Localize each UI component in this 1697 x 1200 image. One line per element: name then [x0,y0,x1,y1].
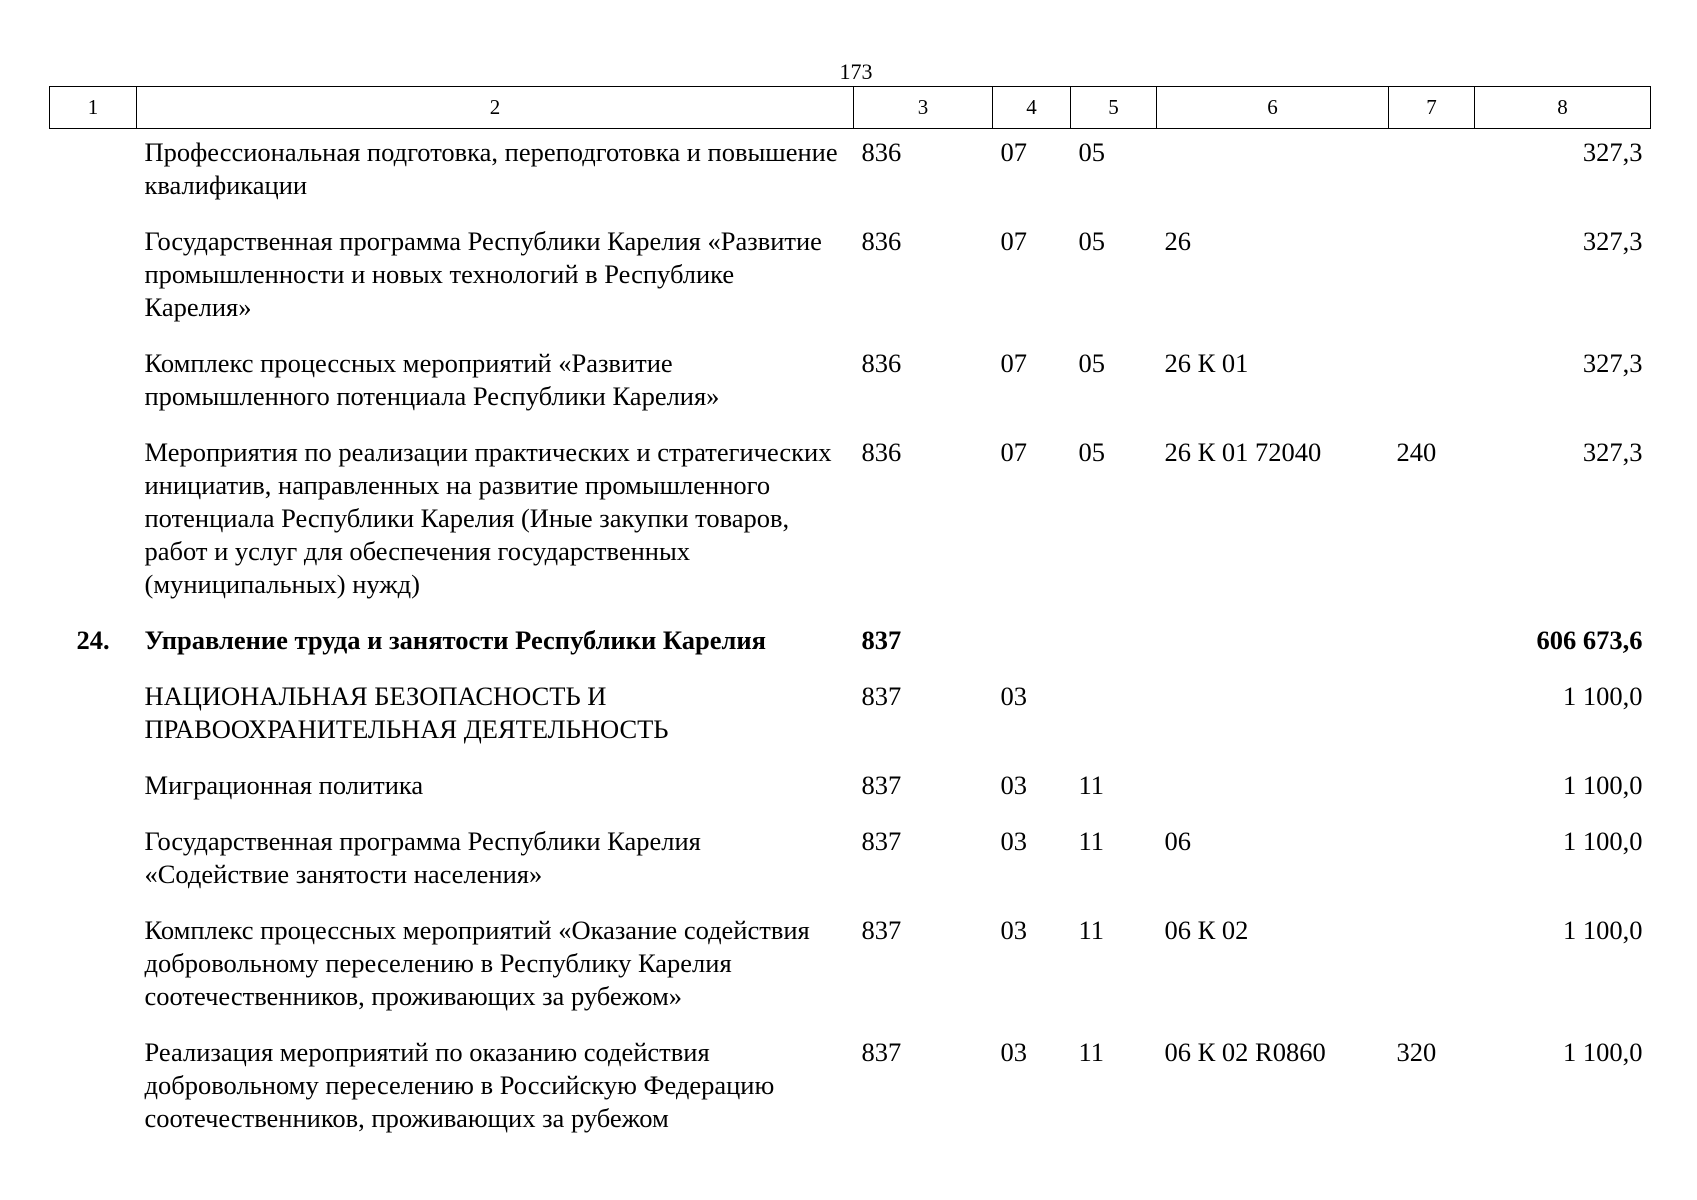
cell-column-5: 05 [1078,437,1105,467]
cell-column-5 [1071,669,1157,758]
column-header-8: 8 [1475,87,1651,129]
column-header-2: 2 [137,87,854,129]
row-number [50,214,137,336]
cell-column-6: 06 К 02 R0860 [1164,1037,1326,1067]
row-number [50,669,137,758]
row-name: Комплекс процессных мероприятий «Развитие промышленного потенциала Республики Карелия» [144,348,720,411]
row-number [50,129,137,215]
row-number [50,903,137,1025]
row-name: Мероприятия по реализации практических и стратегических инициатив, направленных на развитие промышленного потенциала Республики Карелия (Иные закупки товаров, работ и услуг для обеспечения государственных (муниципальных) нужд) [144,437,832,599]
cell-column-4: 03 [1000,1037,1027,1067]
cell-column-8: 1 100,0 [1563,1037,1643,1067]
row-number [50,336,137,425]
cell-column-8: 1 100,0 [1563,915,1643,945]
cell-column-4: 07 [1000,137,1027,167]
table-body [50,129,1651,1148]
row-name: Государственная программа Республики Карелия «Развитие промышленности и новых технологий в Республике Карелия» [144,226,822,322]
page-number: 173 [839,59,873,84]
cell-column-4: 07 [1000,437,1027,467]
cell-column-8: 1 100,0 [1563,770,1643,800]
cell-column-3: 836 [861,137,902,167]
cell-column-4: 03 [1000,770,1027,800]
cell-column-5: 11 [1078,770,1105,800]
cell-column-3: 837 [861,681,902,711]
table-row [50,903,1651,1025]
cell-column-7 [1389,903,1475,1025]
cell-column-4: 03 [1000,915,1027,945]
cell-column-6: 06 [1164,826,1191,856]
cell-column-6 [1157,758,1389,814]
cell-column-5: 11 [1078,915,1105,945]
cell-column-8: 606 673,6 [1536,625,1643,655]
row-name: Реализация мероприятий по оказанию содействия добровольному переселению в Российскую Федерацию соотечественников, проживающих за рубежом [144,1037,775,1133]
cell-column-6: 26 К 01 72040 [1164,437,1322,467]
cell-column-8: 1 100,0 [1563,681,1643,711]
row-name: Государственная программа Республики Карелия «Содействие занятости населения» [144,826,701,889]
cell-column-8: 1 100,0 [1563,826,1643,856]
table-row [50,613,1651,669]
cell-column-6: 26 [1164,226,1191,256]
cell-column-4: 07 [1000,348,1027,378]
cell-column-3: 836 [861,348,902,378]
table-row [50,669,1651,758]
cell-column-5 [1071,613,1157,669]
column-header-1: 1 [50,87,137,129]
cell-column-7 [1389,669,1475,758]
table-row [50,1025,1651,1147]
cell-column-7 [1389,613,1475,669]
budget-table [49,86,1651,1147]
table-row [50,214,1651,336]
row-number: 24. [76,625,110,655]
column-header-7: 7 [1389,87,1475,129]
cell-column-7: 240 [1396,437,1437,467]
table-row [50,758,1651,814]
header-row [50,87,1651,129]
cell-column-5: 05 [1078,348,1105,378]
row-number [50,425,137,613]
row-name: Комплекс процессных мероприятий «Оказание содействия добровольному переселению в Республику Карелия соотечественников, проживающих за рубежом» [144,915,810,1011]
column-header-6: 6 [1157,87,1389,129]
cell-column-8: 327,3 [1582,226,1643,256]
cell-column-3: 837 [861,915,902,945]
row-number [50,1025,137,1147]
column-header-5: 5 [1071,87,1157,129]
cell-column-5: 11 [1078,826,1105,856]
cell-column-6 [1157,669,1389,758]
cell-column-4: 03 [1000,826,1027,856]
table-row [50,814,1651,903]
row-name: Миграционная политика [144,770,424,800]
cell-column-4 [993,613,1071,669]
cell-column-6 [1157,129,1389,215]
cell-column-7: 320 [1396,1037,1437,1067]
cell-column-6: 06 К 02 [1164,915,1249,945]
cell-column-3: 837 [861,826,902,856]
row-number [50,814,137,903]
cell-column-3: 837 [861,625,902,655]
cell-column-6 [1157,613,1389,669]
cell-column-8: 327,3 [1582,348,1643,378]
cell-column-4: 03 [1000,681,1027,711]
cell-column-7 [1389,129,1475,215]
cell-column-8: 327,3 [1582,137,1643,167]
column-header-3: 3 [854,87,993,129]
cell-column-3: 837 [861,1037,902,1067]
cell-column-5: 11 [1078,1037,1105,1067]
table-row [50,336,1651,425]
cell-column-5: 05 [1078,137,1105,167]
cell-column-7 [1389,758,1475,814]
cell-column-7 [1389,814,1475,903]
cell-column-5: 05 [1078,226,1105,256]
row-name: Профессиональная подготовка, переподготовка и повышение квалификации [144,137,838,200]
row-name: НАЦИОНАЛЬНАЯ БЕЗОПАСНОСТЬ И ПРАВООХРАНИТЕЛЬНАЯ ДЕЯТЕЛЬНОСТЬ [144,681,669,744]
table-header [50,87,1651,129]
cell-column-3: 836 [861,226,902,256]
row-name: Управление труда и занятости Республики Карелия [144,625,766,655]
cell-column-3: 837 [861,770,902,800]
cell-column-8: 327,3 [1582,437,1643,467]
table-row [50,425,1651,613]
cell-column-7 [1389,214,1475,336]
row-number [50,758,137,814]
cell-column-6: 26 К 01 [1164,348,1249,378]
cell-column-3: 836 [861,437,902,467]
column-header-4: 4 [993,87,1071,129]
cell-column-7 [1389,336,1475,425]
table-row [50,129,1651,215]
cell-column-4: 07 [1000,226,1027,256]
